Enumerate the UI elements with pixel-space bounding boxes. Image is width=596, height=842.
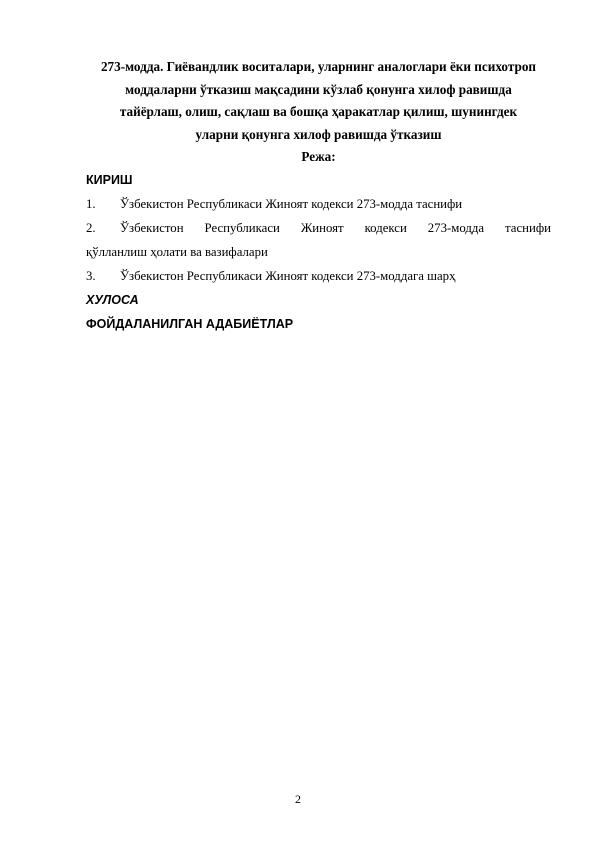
article-title xyxy=(86,56,551,146)
plan-item-3 xyxy=(86,264,551,288)
title-line: тайёрлаш, олиш, сақлаш ва бошқа ҳаракатлар қилиш, шунингдек xyxy=(119,104,518,119)
plan-heading: Режа: xyxy=(301,149,336,164)
conclusion-heading: ХУЛОСА xyxy=(86,293,139,307)
item-word: кодекси xyxy=(364,221,407,235)
page-content xyxy=(86,56,551,336)
item-number: 3. xyxy=(86,269,96,283)
item-word: Жиноят xyxy=(300,221,344,235)
plan-item-1 xyxy=(86,192,551,216)
item-number: 2. xyxy=(86,221,96,235)
page-number: 2 xyxy=(295,792,301,806)
item-text: Ўзбекистон Республикаси Жиноят кодекси 273-модда таснифи xyxy=(120,197,463,211)
item-text-justified xyxy=(120,216,551,240)
item-word: Ўзбекистон xyxy=(120,221,184,235)
item-word: 273-модда xyxy=(427,221,485,235)
item-word: таснифи xyxy=(505,221,551,235)
references-heading: ФОЙДАЛАНИЛГАН АДАБИЁТЛАР xyxy=(86,317,294,331)
title-line: 273-модда. Гиёвандлик воситалари, уларнинг аналоглари ёки психотроп xyxy=(100,59,537,74)
item-text: Ўзбекистон Республикаси Жиноят кодекси 273-моддага шарҳ xyxy=(120,269,456,283)
item-number: 1. xyxy=(86,197,96,211)
title-line: моддаларни ўтказиш мақсадини кўзлаб қонунга хилоф равишда xyxy=(125,81,512,97)
item-continuation: қўлланлиш ҳолати ва вазифалари xyxy=(86,245,268,259)
intro-heading: КИРИШ xyxy=(86,173,133,187)
plan-item-2 xyxy=(86,216,551,240)
item-word: Республикаси xyxy=(204,221,280,235)
title-line: уларни қонунга хилоф равишда ўтказиш xyxy=(195,126,442,142)
